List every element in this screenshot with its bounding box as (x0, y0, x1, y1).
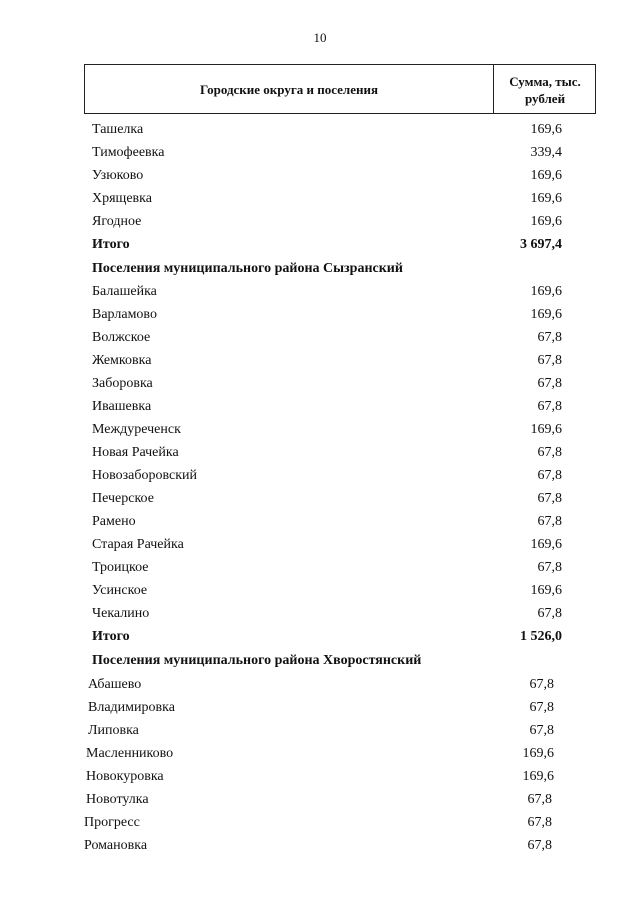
table-row (0, 535, 640, 555)
row-value: 67,8 (537, 353, 562, 368)
table-row (0, 443, 640, 463)
row-value: 169,6 (530, 307, 562, 322)
table-row (0, 558, 640, 578)
section-heading: Поселения муниципального района Сызранский (92, 261, 403, 276)
row-value: 169,6 (530, 122, 562, 137)
row-name: Ташелка (92, 122, 144, 137)
table-row (0, 581, 640, 601)
row-name: Новотулка (86, 792, 149, 807)
row-name: Масленниково (86, 746, 174, 761)
table-row (0, 675, 640, 695)
row-value: 67,8 (537, 560, 562, 575)
row-name: Заборовка (92, 376, 153, 391)
row-value: 169,6 (530, 284, 562, 299)
table-row (0, 836, 640, 856)
row-value: 169,6 (530, 168, 562, 183)
total-row (0, 235, 640, 255)
row-name: Липовка (88, 723, 139, 738)
column-header-settlements: Городские округа и поселения (199, 82, 379, 97)
column-header-sum-line2: рублей (524, 91, 566, 106)
row-value: 67,8 (537, 606, 562, 621)
row-value: 67,8 (529, 723, 554, 738)
table-row (0, 351, 640, 371)
row-name: Прогресс (84, 815, 140, 830)
row-name: Старая Рачейка (92, 537, 184, 552)
column-header-sum (494, 73, 596, 107)
table-row (0, 813, 640, 833)
row-value: 339,4 (530, 145, 562, 160)
table-header (84, 64, 596, 114)
table-row (0, 767, 640, 787)
row-name: Новая Рачейка (92, 445, 179, 460)
total-label: Итого (92, 629, 130, 644)
row-name: Междуреченск (92, 422, 181, 437)
table-row (0, 698, 640, 718)
row-name: Волжское (92, 330, 151, 345)
row-value: 169,6 (530, 191, 562, 206)
row-value: 67,8 (537, 330, 562, 345)
total-row (0, 627, 640, 647)
row-name: Варламово (92, 307, 157, 322)
row-name: Чекалино (92, 606, 150, 621)
section-heading-row (0, 259, 640, 279)
row-name: Владимировка (88, 700, 175, 715)
row-value: 67,8 (529, 700, 554, 715)
table-row (0, 397, 640, 417)
row-name: Новозаборовский (92, 468, 198, 483)
row-name: Балашейка (92, 284, 157, 299)
row-name: Узюково (92, 168, 144, 183)
row-value: 67,8 (527, 838, 552, 853)
row-name: Новокуровка (86, 769, 164, 784)
row-value: 67,8 (537, 445, 562, 460)
row-value: 169,6 (522, 746, 554, 761)
row-value: 169,6 (530, 583, 562, 598)
row-name: Ягодное (92, 214, 142, 229)
row-name: Усинское (92, 583, 148, 598)
row-value: 169,6 (522, 769, 554, 784)
row-name: Жемковка (92, 353, 152, 368)
table-row (0, 604, 640, 624)
row-value: 67,8 (537, 491, 562, 506)
total-label: Итого (92, 237, 130, 252)
column-header-sum-line1: Сумма, тыс. (509, 74, 581, 89)
row-name: Ивашевка (92, 399, 152, 414)
table-row (0, 744, 640, 764)
table-row (0, 374, 640, 394)
row-name: Абашево (88, 677, 142, 692)
row-value: 67,8 (537, 376, 562, 391)
row-value: 169,6 (530, 214, 562, 229)
row-value: 67,8 (527, 815, 552, 830)
row-value: 67,8 (537, 514, 562, 529)
page-number: 10 (313, 30, 327, 45)
section-heading-row (0, 651, 640, 671)
row-value: 67,8 (529, 677, 554, 692)
row-name: Тимофеевка (92, 145, 165, 160)
row-value: 67,8 (527, 792, 552, 807)
row-value: 67,8 (537, 399, 562, 414)
row-value: 169,6 (530, 422, 562, 437)
row-name: Романовка (84, 838, 148, 853)
total-value: 3 697,4 (520, 237, 562, 252)
table-row (0, 282, 640, 302)
table-row (0, 489, 640, 509)
row-name: Рамено (92, 514, 136, 529)
table-row (0, 189, 640, 209)
table-row (0, 305, 640, 325)
table-row (0, 721, 640, 741)
row-value: 67,8 (537, 468, 562, 483)
row-name: Хрящевка (92, 191, 152, 206)
row-name: Печерское (92, 491, 154, 506)
table-row (0, 143, 640, 163)
table-row (0, 328, 640, 348)
table-row (0, 466, 640, 486)
total-value: 1 526,0 (520, 629, 562, 644)
table-row (0, 212, 640, 232)
table-row (0, 790, 640, 810)
table-row (0, 120, 640, 140)
table-row (0, 420, 640, 440)
section-heading: Поселения муниципального района Хворостянский (92, 653, 422, 668)
table-row (0, 166, 640, 186)
table-row (0, 512, 640, 532)
row-name: Троицкое (92, 560, 149, 575)
row-value: 169,6 (530, 537, 562, 552)
